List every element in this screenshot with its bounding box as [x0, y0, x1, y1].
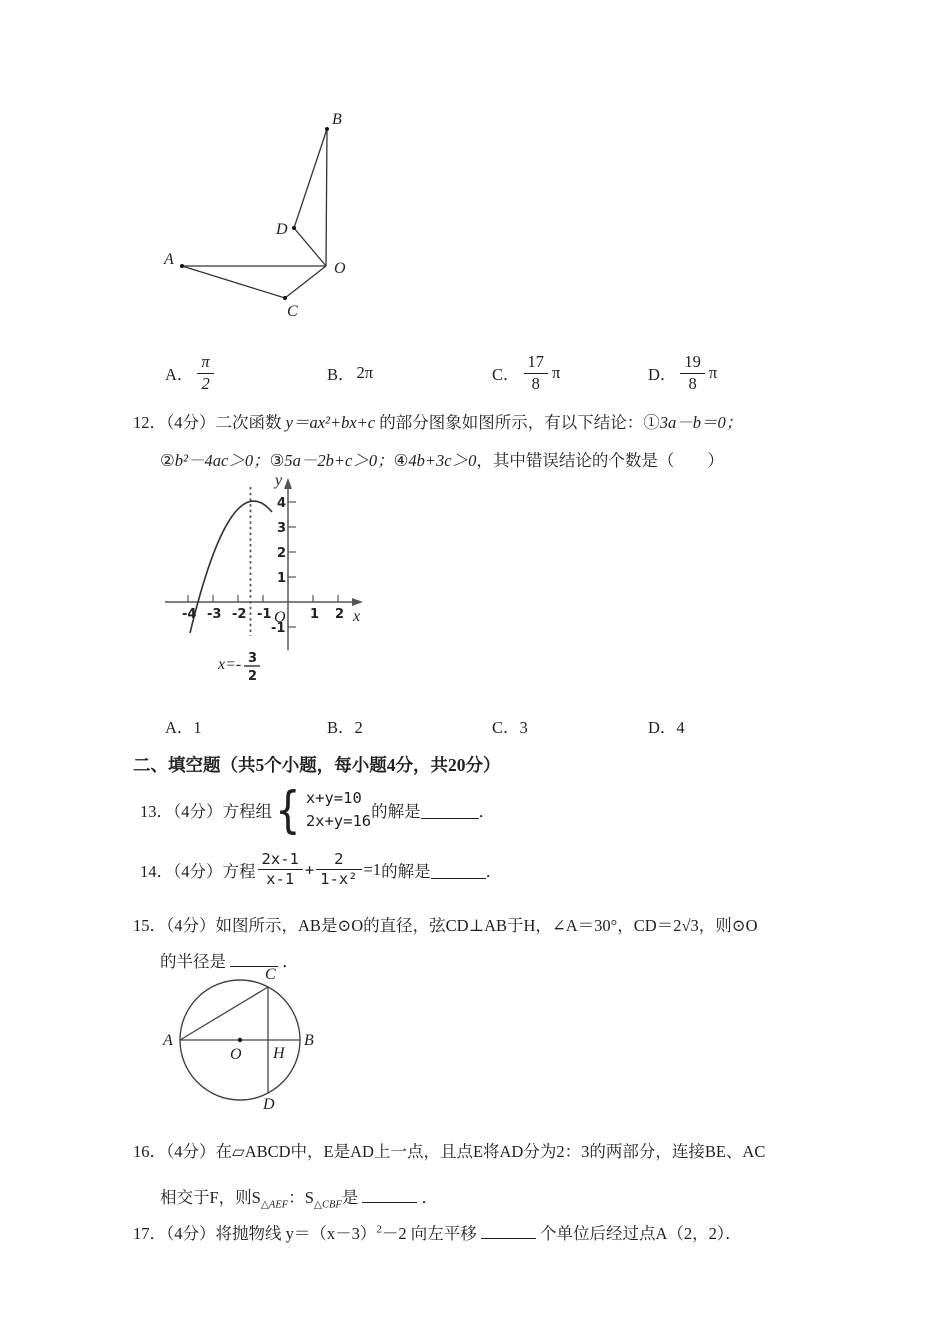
q12-line2 [160, 447, 724, 471]
label-O: O [334, 260, 346, 277]
center-dot [238, 1038, 242, 1042]
q16-subscript-CBF: △CBF [313, 1199, 342, 1211]
q16-mid: ：S [288, 1188, 314, 1207]
label-D: D [263, 1096, 275, 1113]
origin-label: O [274, 609, 286, 626]
fraction-2x-1-over-x-1: $\frac{2x-1}{x-1}$ [258, 851, 303, 889]
q14-post: 的解是 [381, 861, 431, 881]
q12-option-d: D．4 [648, 718, 685, 737]
q12-options-row [0, 714, 950, 736]
q16-line2-post: 是 [341, 1188, 359, 1207]
point-C [283, 296, 287, 300]
point-A [180, 264, 184, 268]
q12-tail: ，其中错误结论的个数是（ ） [476, 451, 724, 470]
label-B: B [332, 111, 342, 128]
q14-period: ． [485, 861, 503, 881]
q13-eq1: x+y=10 [305, 789, 362, 807]
option-d-label: D． [648, 365, 677, 384]
answer-blank [421, 802, 479, 820]
q12-circ4: ④ [393, 451, 409, 470]
label-A: A [164, 251, 174, 268]
label-B: B [304, 1032, 314, 1049]
q16-line2 [160, 1184, 438, 1210]
q15-period: ． [282, 952, 299, 971]
option-b-label: B． [327, 365, 355, 384]
q13-post: 的解是 [371, 802, 421, 822]
fraction-19-over-8: $\frac{19}{8}$ [680, 353, 705, 393]
circle-figure [163, 963, 328, 1121]
q12-cond1: 3a－b＝0； [659, 413, 743, 432]
q14-plus: + [304, 860, 315, 879]
q17-pre: 17．（4分）将抛物线 y＝（x－3） [133, 1224, 377, 1243]
segment-BD [294, 129, 327, 228]
q14 [140, 851, 502, 889]
answer-blank [362, 1186, 417, 1204]
segment-DO [294, 228, 326, 266]
ytick-1: 1 [277, 571, 287, 586]
y-axis-label: y [275, 472, 283, 489]
q16-line2-pre: 相交于F，则S [160, 1188, 261, 1207]
q17-post: 个单位后经过点A（2，2）． [540, 1224, 742, 1243]
rotation-figure [158, 106, 368, 321]
fraction-2-over-1-x2: $\frac{2}{\text{1-x²}}$ [316, 851, 361, 889]
q13-prefix: 13．（4分）方程组 [140, 802, 272, 822]
sym-label-pre: x=- [218, 656, 242, 673]
option-c-pi: π [552, 363, 561, 382]
q12-formula: y＝ax²+bx+c [285, 413, 376, 432]
q16-line1: 16．（4分）在▱ABCD中，E是AD上一点，且点E将AD分为2：3的两部分，连接BE、AC [133, 1142, 766, 1161]
q16-subscript-AEF: △AEF [260, 1199, 289, 1211]
q12-cond4: 4b+3c＞0 [408, 451, 477, 470]
q13-period: ． [478, 802, 496, 822]
parabola-chart [158, 473, 373, 685]
xtick--2: -2 [232, 607, 247, 622]
q17-superscript: 2 [376, 1223, 382, 1236]
q12-option-a: A．1 [165, 718, 202, 737]
q11-option-a [165, 350, 216, 396]
segment-AC [182, 266, 285, 298]
label-H: H [273, 1045, 285, 1062]
q13-eq2: 2x+y=16 [305, 812, 372, 831]
q11-options-row [0, 350, 950, 396]
answer-blank [481, 1222, 536, 1240]
q14-prefix: 14．（4分）方程 [140, 861, 256, 881]
label-C: C [287, 303, 298, 320]
q12-option-b: B．2 [327, 718, 363, 737]
q11-option-b [327, 350, 373, 396]
xtick--4: -4 [182, 607, 197, 622]
q12-circ2: ② [160, 451, 175, 470]
option-b-value: 2π [356, 363, 374, 382]
segment-AC [180, 987, 268, 1040]
xtick--3: -3 [207, 607, 222, 622]
xtick-2: 2 [335, 607, 345, 622]
q11-option-c [492, 350, 560, 396]
sym-label-den: 2 [248, 669, 258, 684]
q13-equations [306, 787, 371, 834]
fraction-17-over-8: $\frac{17}{8}$ [524, 353, 549, 393]
point-B [325, 127, 329, 131]
axis-of-symmetry-label [217, 651, 260, 684]
xtick-1: 1 [310, 607, 320, 622]
q17 [133, 1220, 742, 1244]
brace-icon: { [275, 781, 301, 839]
q12-line1 [133, 409, 742, 433]
option-d-pi: π [708, 363, 718, 382]
q12-mid: 的部分图象如图所示，有以下结论：① [375, 413, 660, 432]
q12-prefix: 12．（4分）二次函数 [133, 413, 286, 432]
label-C: C [265, 966, 276, 983]
point-D [292, 226, 296, 230]
ytick-3: 3 [277, 521, 287, 536]
label-D: D [276, 221, 288, 238]
option-a-label: A． [165, 365, 194, 384]
q12-cond3: 5a－2b+c＞0； [284, 451, 394, 470]
x-axis-label: x [353, 608, 361, 625]
q15-line2-text: 的半径是 [160, 952, 226, 971]
segment-BO [326, 129, 327, 266]
sym-label-num: 3 [248, 651, 258, 666]
fraction-pi-over-2: $\frac{\pi}{2}$ [197, 353, 213, 393]
y-axis-arrow [284, 478, 292, 489]
q12-cond2: b²－4ac＞0； [174, 451, 270, 470]
q17-mid: －2 向左平移 [381, 1224, 477, 1243]
q13 [140, 781, 496, 839]
q12-circ3: ③ [269, 451, 285, 470]
x-axis-arrow [352, 598, 363, 606]
q14-equals: =1 [363, 859, 382, 879]
xtick--1: -1 [257, 607, 272, 622]
option-c-label: C． [492, 365, 520, 384]
ytick--1: -1 [271, 621, 286, 636]
q11-option-d [648, 350, 717, 396]
label-O: O [230, 1046, 242, 1063]
label-A: A [163, 1032, 173, 1049]
ytick-2: 2 [277, 546, 287, 561]
q16-period: ． [421, 1188, 439, 1207]
ytick-4: 4 [277, 496, 287, 511]
answer-blank [431, 861, 486, 879]
section2-header: 二、填空题（共5个小题，每小题4分，共20分） [133, 755, 501, 775]
segment-CO [285, 266, 326, 298]
q12-option-c: C．3 [492, 718, 528, 737]
q15-line1: 15．（4分）如图所示，AB是⊙O的直径，弦CD⊥AB于H，∠A＝30°，CD＝2√3，则⊙O [133, 916, 758, 935]
